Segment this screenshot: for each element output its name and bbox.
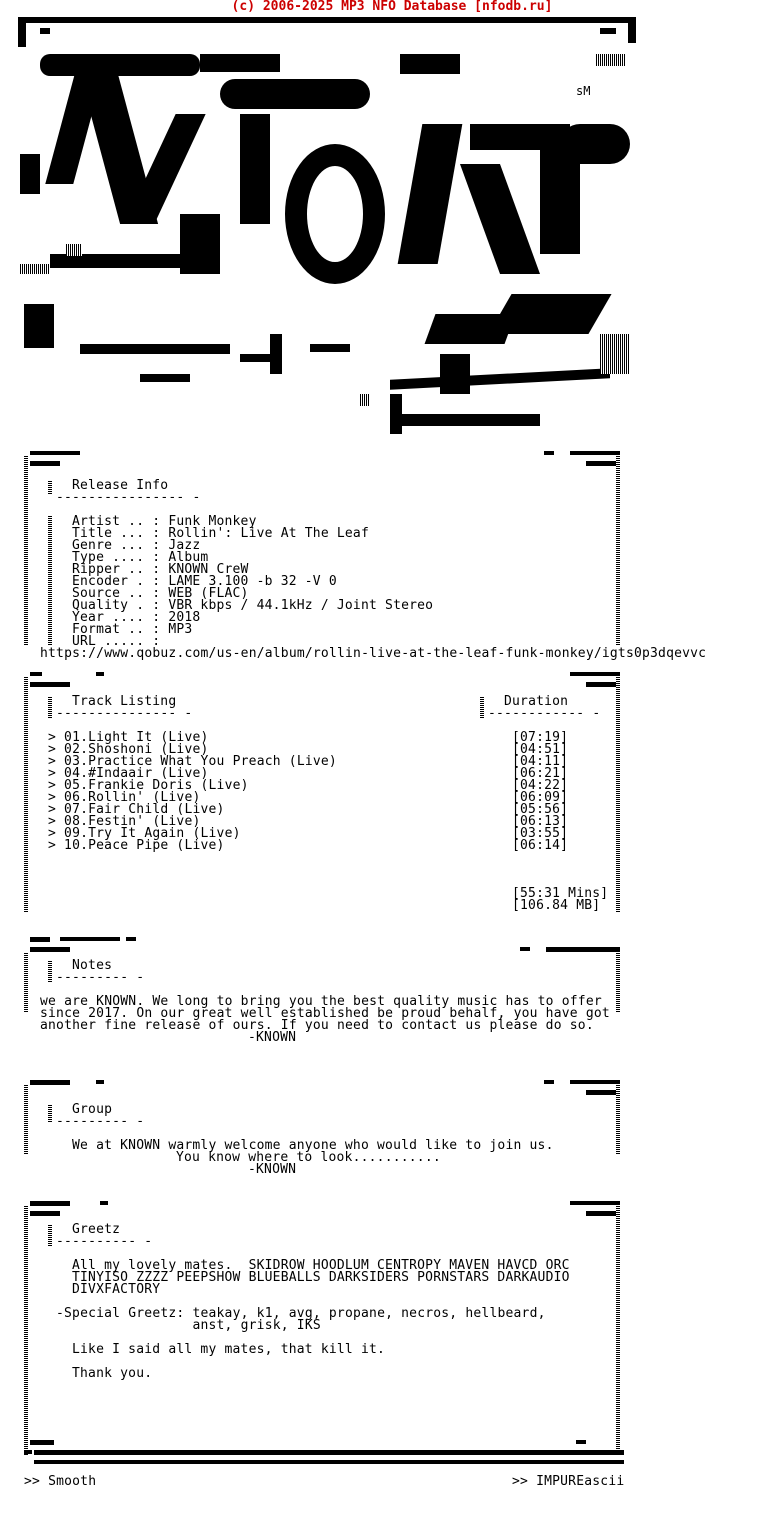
group-title: Group xyxy=(72,1102,113,1117)
track-duration: [04:51] xyxy=(512,742,569,757)
track-row: > 05.Frankie Doris (Live) xyxy=(48,778,249,793)
greetz-mates-line: TINYISO ZZZZ PEEPSHOW BLUEBALLS DARKSIDERS PORNSTARS DARKAUDIO xyxy=(72,1270,570,1285)
track-row: > 01.Light It (Live) xyxy=(48,730,209,745)
footer-right-credit: >> IMPUREascii xyxy=(512,1474,625,1489)
art-signature: sM xyxy=(576,84,591,98)
track-row: > 04.#Indaair (Live) xyxy=(48,766,209,781)
track-row: > 08.Festin' (Live) xyxy=(48,814,201,829)
greetz-thanks: Thank you. xyxy=(72,1366,153,1381)
notes-line: we are KNOWN. We long to bring you the best quality music has to offer xyxy=(40,994,602,1009)
group-line: We at KNOWN warmly welcome anyone who would like to join us. xyxy=(72,1138,554,1153)
release-row: Format .. : MP3 xyxy=(72,622,193,637)
greetz-mates-line: DIVXFACTORY xyxy=(72,1282,161,1297)
greetz-mates-line: All my lovely mates. SKIDROW HOODLUM CENTROPY MAVEN HAVCD ORC xyxy=(72,1258,570,1273)
group-line: You know where to look........... xyxy=(176,1150,441,1165)
track-duration: [06:21] xyxy=(512,766,569,781)
track-duration: [04:11] xyxy=(512,754,569,769)
greetz-special-line: -Special Greetz: teakay, k1, avg, propane, necros, hellbeard, xyxy=(56,1306,546,1321)
greetz-closing: Like I said all my mates, that kill it. xyxy=(72,1342,386,1357)
release-row: Title ... : Rollin': Live At The Leaf xyxy=(72,526,369,541)
release-row: Source .. : WEB (FLAC) xyxy=(72,586,249,601)
track-duration: [04:22] xyxy=(512,778,569,793)
release-row: URL ..... : xyxy=(72,634,161,649)
notes-line: since 2017. On our great well established be proud behalf, you have got xyxy=(40,1006,610,1021)
track-row: > 03.Practice What You Preach (Live) xyxy=(48,754,337,769)
total-size: [106.84 MB] xyxy=(512,898,601,913)
footer-left-credit: >> Smooth xyxy=(24,1474,97,1489)
track-row: > 09.Try It Again (Live) xyxy=(48,826,241,841)
release-info-underline: ---------------- - xyxy=(56,490,201,505)
notes-signature: -KNOWN xyxy=(248,1030,297,1045)
track-row: > 07.Fair Child (Live) xyxy=(48,802,225,817)
release-row: Quality . : VBR kbps / 44.1kHz / Joint Stereo xyxy=(72,598,434,613)
greetz-special-line: anst, grisk, IKS xyxy=(56,1318,321,1333)
release-row: Genre ... : Jazz xyxy=(72,538,201,553)
track-duration: [06:13] xyxy=(512,814,569,829)
copyright-header: (c) 2006-2025 MP3 NFO Database [nfodb.ru] xyxy=(231,0,553,14)
notes-line: another fine release of ours. If you need to contact us please do so. xyxy=(40,1018,594,1033)
duration-title: Duration xyxy=(504,694,569,709)
track-duration: [03:55] xyxy=(512,826,569,841)
notes-title: Notes xyxy=(72,958,113,973)
track-duration: [06:14] xyxy=(512,838,569,853)
release-row: Type .... : Album xyxy=(72,550,209,565)
group-signature: -KNOWN xyxy=(248,1162,297,1177)
release-row: Year .... : 2018 xyxy=(72,610,201,625)
ascii-art-logo xyxy=(0,14,784,454)
release-row: Artist .. : Funk Monkey xyxy=(72,514,257,529)
track-listing-underline: --------------- - xyxy=(56,706,193,721)
track-listing-title: Track Listing xyxy=(72,694,177,709)
track-row: > 06.Rollin' (Live) xyxy=(48,790,201,805)
release-row: Ripper .. : KNOWN CreW xyxy=(72,562,249,577)
track-duration: [06:09] xyxy=(512,790,569,805)
release-info-title: Release Info xyxy=(72,478,169,493)
duration-underline: ------------ - xyxy=(488,706,601,721)
track-row: > 10.Peace Pipe (Live) xyxy=(48,838,225,853)
greetz-underline: ---------- - xyxy=(56,1234,153,1249)
track-duration: [05:56] xyxy=(512,802,569,817)
greetz-title: Greetz xyxy=(72,1222,121,1237)
group-underline: --------- - xyxy=(56,1114,145,1129)
release-url-link[interactable]: https://www.qobuz.com/us-en/album/rollin-live-at-the-leaf-funk-monkey/igts0p3dqevvc xyxy=(40,646,707,661)
notes-underline: --------- - xyxy=(56,970,145,985)
total-time: [55:31 Mins] xyxy=(512,886,609,901)
track-duration: [07:19] xyxy=(512,730,569,745)
release-row: Encoder . : LAME 3.100 -b 32 -V 0 xyxy=(72,574,337,589)
track-row: > 02.Shoshoni (Live) xyxy=(48,742,209,757)
